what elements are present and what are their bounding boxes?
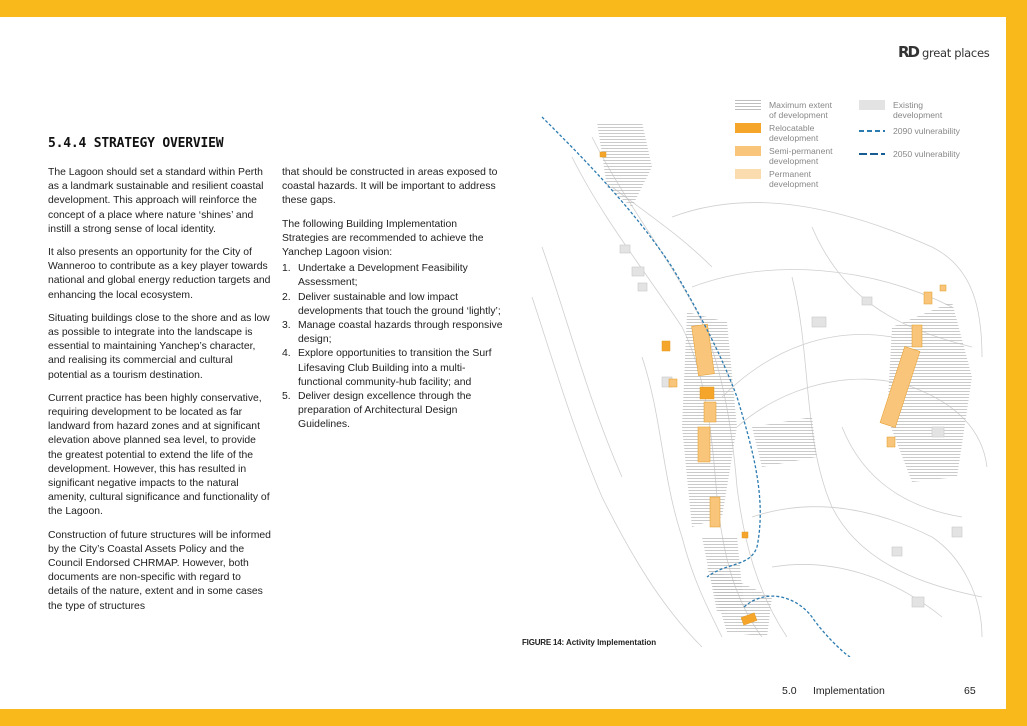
- text-column-middle: [282, 166, 504, 433]
- swatch-2090-vulnerability: [859, 130, 885, 132]
- swatch-existing: [859, 100, 885, 110]
- text-column-left: [48, 166, 273, 623]
- swatch-permanent: [735, 169, 761, 179]
- legend-label: Semi-permanent development: [769, 146, 833, 166]
- list-number: 5.: [282, 391, 291, 403]
- paragraph: Construction of future structures will be informed by the City’s Coastal Assets Policy and the Council Endorsed CHRMAP. However, both documents are non-specific with regard to details of the nature, extent and in some cases the type of structures: [48, 529, 271, 612]
- paragraph: Situating buildings close to the shore and as low as possible to integrate into the landscape is essential to maintaining Yanchep’s character, and realising its commercial and cultural potential as a tourism destination.: [48, 312, 270, 381]
- swatch-max-extent: [735, 100, 761, 110]
- paragraph: Current practice has been highly conservative, requiring development to be located as far landward from hazard zones and at significant elevation above planned sea level, to provide the greatest potential to extend the life of the development. However, this has resulted in significant negative impacts to the natural amenity, cultural significance and functionality of the Lagoon.: [48, 392, 270, 518]
- list-number: 4.: [282, 348, 291, 360]
- logo-mark: RD: [898, 43, 919, 61]
- document-page: [0, 17, 1006, 709]
- paragraph: that should be constructed in areas exposed to coastal hazards. It will be important to address these gaps.: [282, 167, 498, 207]
- figure-title: Activity Implementation: [565, 638, 657, 647]
- list-item: [282, 262, 504, 290]
- section-heading: 5.4.4 STRATEGY OVERVIEW: [48, 136, 224, 151]
- legend-label: Relocatable development: [769, 123, 819, 143]
- map-legend: [735, 100, 985, 200]
- logo-text: great places: [922, 46, 990, 60]
- list-item: [282, 319, 504, 347]
- legend-item-relocatable: [735, 123, 841, 143]
- strategy-list: [282, 262, 504, 432]
- figure-caption: [522, 638, 656, 647]
- legend-label: Maximum extent of development: [769, 100, 833, 120]
- list-text: Deliver design excellence through the preparation of Architectural Design Guidelines.: [298, 391, 472, 431]
- page-number: 65: [964, 685, 976, 697]
- swatch-semi-permanent: [735, 146, 761, 156]
- list-item: [282, 291, 504, 319]
- paragraph: It also presents an opportunity for the City of Wanneroo to contribute as a key player towards national and global energy reduction targets and enhancing the local ecosystem.: [48, 247, 271, 301]
- legend-item-2090: [859, 126, 960, 136]
- legend-item-existing: [859, 100, 959, 120]
- list-number: 3.: [282, 320, 291, 332]
- list-text: Deliver sustainable and low impact developments that touch the ground ‘lightly’;: [298, 291, 501, 317]
- list-text: Manage coastal hazards through responsive design;: [298, 320, 503, 346]
- brand-logo: [898, 43, 989, 61]
- paragraph: The Lagoon should set a standard within Perth as a landmark sustainable and resilient coastal development. This approach will reinforce the concept of a place where nature ‘shines’ and instill a strong sense of local identity.: [48, 167, 264, 235]
- list-text: Undertake a Development Feasibility Assessment;: [298, 263, 468, 289]
- legend-item-2050: [859, 149, 960, 159]
- figure-label: FIGURE 14:: [522, 638, 565, 647]
- list-number: 2.: [282, 291, 291, 303]
- footer-section-number: 5.0: [782, 685, 797, 697]
- list-item: [282, 390, 504, 433]
- legend-label: 2090 vulnerability: [893, 126, 960, 136]
- footer-section-title: Implementation: [813, 685, 885, 697]
- paragraph: The following Building Implementation Strategies are recommended to achieve the Yanchep Lagoon vision:: [282, 218, 484, 259]
- legend-label: 2050 vulnerability: [893, 149, 960, 159]
- swatch-relocatable: [735, 123, 761, 133]
- legend-item-semi-permanent: [735, 146, 845, 166]
- legend-label: Permanent development: [769, 169, 819, 189]
- list-number: 1.: [282, 263, 291, 275]
- legend-label: Existing development: [893, 100, 943, 120]
- list-text: Explore opportunities to transition the Surf Lifesaving Club Building into a multi-functional community-hub facility; and: [298, 348, 492, 388]
- legend-item-max-extent: [735, 100, 841, 120]
- list-item: [282, 347, 504, 390]
- legend-item-permanent: [735, 169, 841, 189]
- swatch-2050-vulnerability: [859, 153, 885, 155]
